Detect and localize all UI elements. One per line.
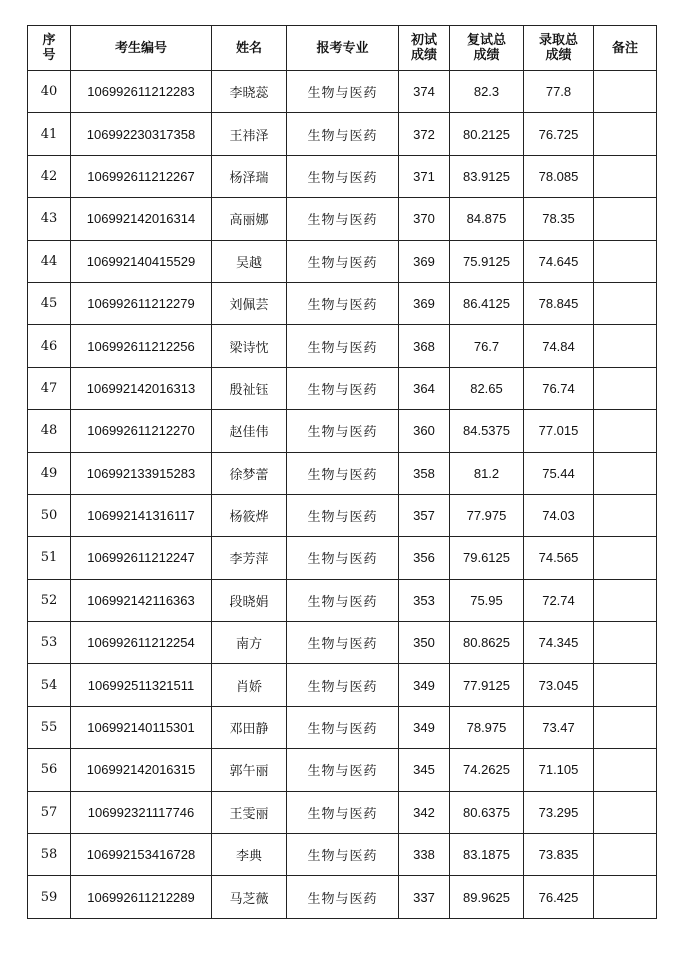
table-row: [28, 155, 657, 197]
cell-name: 段晓娟: [212, 579, 287, 621]
table-row: [28, 706, 657, 748]
table-row: [28, 198, 657, 240]
cell-no: 51: [28, 537, 71, 579]
cell-total: 76.725: [524, 113, 594, 155]
cell-major: 生物与医药: [287, 198, 399, 240]
cell-retest: 83.1875: [450, 834, 524, 876]
cell-name: 邓田静: [212, 706, 287, 748]
cell-total: 77.015: [524, 410, 594, 452]
cell-name: 肖娇: [212, 664, 287, 706]
header-initial: 初试成绩: [399, 26, 450, 71]
header-retest: 复试总成绩: [450, 26, 524, 71]
cell-remark: [594, 367, 657, 409]
cell-initial: 350: [399, 622, 450, 664]
cell-initial: 372: [399, 113, 450, 155]
cell-retest: 84.5375: [450, 410, 524, 452]
cell-total: 74.645: [524, 240, 594, 282]
cell-name: 殷祉钰: [212, 367, 287, 409]
cell-total: 78.085: [524, 155, 594, 197]
table-row: [28, 367, 657, 409]
cell-name: 梁诗忱: [212, 325, 287, 367]
cell-retest: 84.875: [450, 198, 524, 240]
cell-total: 76.74: [524, 367, 594, 409]
cell-total: 74.565: [524, 537, 594, 579]
cell-remark: [594, 494, 657, 536]
cell-retest: 75.9125: [450, 240, 524, 282]
cell-id: 106992611212283: [71, 71, 212, 113]
cell-remark: [594, 71, 657, 113]
cell-no: 44: [28, 240, 71, 282]
cell-initial: 358: [399, 452, 450, 494]
cell-initial: 357: [399, 494, 450, 536]
cell-remark: [594, 452, 657, 494]
cell-major: 生物与医药: [287, 537, 399, 579]
cell-name: 吴越: [212, 240, 287, 282]
table-row: [28, 876, 657, 918]
table-row: [28, 71, 657, 113]
cell-major: 生物与医药: [287, 622, 399, 664]
cell-total: 72.74: [524, 579, 594, 621]
cell-major: 生物与医药: [287, 876, 399, 918]
table-row: [28, 537, 657, 579]
cell-id: 106992321117746: [71, 791, 212, 833]
header-name: 姓名: [212, 26, 287, 71]
cell-no: 54: [28, 664, 71, 706]
cell-remark: [594, 622, 657, 664]
cell-initial: 353: [399, 579, 450, 621]
cell-name: 徐梦蕾: [212, 452, 287, 494]
cell-id: 106992611212247: [71, 537, 212, 579]
cell-no: 50: [28, 494, 71, 536]
cell-id: 106992611212279: [71, 282, 212, 324]
cell-retest: 83.9125: [450, 155, 524, 197]
cell-no: 58: [28, 834, 71, 876]
table-row: [28, 749, 657, 791]
cell-major: 生物与医药: [287, 834, 399, 876]
cell-name: 杨筱烨: [212, 494, 287, 536]
header-id: 考生编号: [71, 26, 212, 71]
cell-major: 生物与医药: [287, 367, 399, 409]
cell-remark: [594, 198, 657, 240]
cell-no: 46: [28, 325, 71, 367]
cell-no: 59: [28, 876, 71, 918]
cell-major: 生物与医药: [287, 494, 399, 536]
cell-initial: 368: [399, 325, 450, 367]
cell-total: 71.105: [524, 749, 594, 791]
cell-no: 40: [28, 71, 71, 113]
cell-name: 高丽娜: [212, 198, 287, 240]
cell-name: 杨泽瑞: [212, 155, 287, 197]
cell-id: 106992230317358: [71, 113, 212, 155]
cell-no: 48: [28, 410, 71, 452]
cell-remark: [594, 537, 657, 579]
cell-initial: 349: [399, 664, 450, 706]
cell-total: 78.35: [524, 198, 594, 240]
cell-no: 52: [28, 579, 71, 621]
cell-retest: 86.4125: [450, 282, 524, 324]
cell-id: 106992142016315: [71, 749, 212, 791]
cell-remark: [594, 876, 657, 918]
cell-retest: 80.8625: [450, 622, 524, 664]
cell-remark: [594, 410, 657, 452]
cell-total: 76.425: [524, 876, 594, 918]
cell-remark: [594, 749, 657, 791]
cell-id: 106992140415529: [71, 240, 212, 282]
cell-retest: 75.95: [450, 579, 524, 621]
table-row: [28, 579, 657, 621]
cell-no: 49: [28, 452, 71, 494]
header-remark: 备注: [594, 26, 657, 71]
cell-total: 74.03: [524, 494, 594, 536]
cell-remark: [594, 579, 657, 621]
cell-initial: 364: [399, 367, 450, 409]
cell-remark: [594, 664, 657, 706]
cell-remark: [594, 282, 657, 324]
cell-major: 生物与医药: [287, 791, 399, 833]
table-row: [28, 282, 657, 324]
cell-remark: [594, 791, 657, 833]
cell-retest: 80.6375: [450, 791, 524, 833]
cell-id: 106992142116363: [71, 579, 212, 621]
cell-no: 56: [28, 749, 71, 791]
cell-id: 106992142016314: [71, 198, 212, 240]
table-row: [28, 494, 657, 536]
cell-initial: 370: [399, 198, 450, 240]
cell-total: 73.045: [524, 664, 594, 706]
cell-initial: 369: [399, 282, 450, 324]
cell-retest: 89.9625: [450, 876, 524, 918]
cell-total: 73.295: [524, 791, 594, 833]
cell-no: 57: [28, 791, 71, 833]
cell-initial: 345: [399, 749, 450, 791]
cell-major: 生物与医药: [287, 579, 399, 621]
cell-initial: 338: [399, 834, 450, 876]
cell-retest: 81.2: [450, 452, 524, 494]
cell-retest: 82.65: [450, 367, 524, 409]
cell-no: 43: [28, 198, 71, 240]
cell-retest: 77.975: [450, 494, 524, 536]
cell-retest: 82.3: [450, 71, 524, 113]
cell-remark: [594, 325, 657, 367]
cell-no: 47: [28, 367, 71, 409]
cell-name: 王祎泽: [212, 113, 287, 155]
header-row: [28, 26, 657, 71]
cell-retest: 74.2625: [450, 749, 524, 791]
cell-total: 77.8: [524, 71, 594, 113]
cell-retest: 77.9125: [450, 664, 524, 706]
table-row: [28, 113, 657, 155]
cell-remark: [594, 113, 657, 155]
cell-id: 106992611212267: [71, 155, 212, 197]
cell-initial: 356: [399, 537, 450, 579]
cell-name: 郭午丽: [212, 749, 287, 791]
table-row: [28, 622, 657, 664]
cell-retest: 80.2125: [450, 113, 524, 155]
table-row: [28, 452, 657, 494]
cell-initial: 349: [399, 706, 450, 748]
cell-id: 106992611212270: [71, 410, 212, 452]
cell-remark: [594, 240, 657, 282]
cell-remark: [594, 834, 657, 876]
cell-major: 生物与医药: [287, 282, 399, 324]
cell-id: 106992611212289: [71, 876, 212, 918]
cell-remark: [594, 706, 657, 748]
cell-id: 106992140115301: [71, 706, 212, 748]
cell-name: 赵佳伟: [212, 410, 287, 452]
header-no: 序号: [28, 26, 71, 71]
cell-name: 南方: [212, 622, 287, 664]
cell-initial: 360: [399, 410, 450, 452]
cell-no: 55: [28, 706, 71, 748]
cell-id: 106992133915283: [71, 452, 212, 494]
cell-major: 生物与医药: [287, 452, 399, 494]
header-major: 报考专业: [287, 26, 399, 71]
cell-initial: 371: [399, 155, 450, 197]
cell-no: 41: [28, 113, 71, 155]
cell-id: 106992611212254: [71, 622, 212, 664]
cell-id: 106992141316117: [71, 494, 212, 536]
table-row: [28, 410, 657, 452]
cell-name: 李芳萍: [212, 537, 287, 579]
cell-major: 生物与医药: [287, 71, 399, 113]
cell-total: 73.47: [524, 706, 594, 748]
cell-total: 74.345: [524, 622, 594, 664]
header-total: 录取总成绩: [524, 26, 594, 71]
cell-major: 生物与医药: [287, 664, 399, 706]
cell-no: 42: [28, 155, 71, 197]
cell-initial: 337: [399, 876, 450, 918]
cell-id: 106992511321511: [71, 664, 212, 706]
table-row: [28, 664, 657, 706]
cell-id: 106992153416728: [71, 834, 212, 876]
cell-major: 生物与医药: [287, 706, 399, 748]
cell-total: 75.44: [524, 452, 594, 494]
table-row: [28, 834, 657, 876]
cell-total: 73.835: [524, 834, 594, 876]
cell-retest: 79.6125: [450, 537, 524, 579]
cell-name: 李典: [212, 834, 287, 876]
cell-major: 生物与医药: [287, 155, 399, 197]
cell-total: 78.845: [524, 282, 594, 324]
cell-remark: [594, 155, 657, 197]
table-row: [28, 240, 657, 282]
cell-no: 53: [28, 622, 71, 664]
cell-no: 45: [28, 282, 71, 324]
cell-total: 74.84: [524, 325, 594, 367]
cell-id: 106992611212256: [71, 325, 212, 367]
cell-name: 王雯丽: [212, 791, 287, 833]
cell-retest: 76.7: [450, 325, 524, 367]
cell-name: 刘佩芸: [212, 282, 287, 324]
cell-name: 马芝薇: [212, 876, 287, 918]
cell-major: 生物与医药: [287, 410, 399, 452]
admission-table: [27, 25, 657, 919]
cell-retest: 78.975: [450, 706, 524, 748]
cell-id: 106992142016313: [71, 367, 212, 409]
cell-initial: 369: [399, 240, 450, 282]
cell-major: 生物与医药: [287, 749, 399, 791]
table-row: [28, 791, 657, 833]
cell-initial: 374: [399, 71, 450, 113]
table-row: [28, 325, 657, 367]
cell-major: 生物与医药: [287, 113, 399, 155]
cell-initial: 342: [399, 791, 450, 833]
cell-major: 生物与医药: [287, 240, 399, 282]
cell-name: 李晓蕊: [212, 71, 287, 113]
cell-major: 生物与医药: [287, 325, 399, 367]
